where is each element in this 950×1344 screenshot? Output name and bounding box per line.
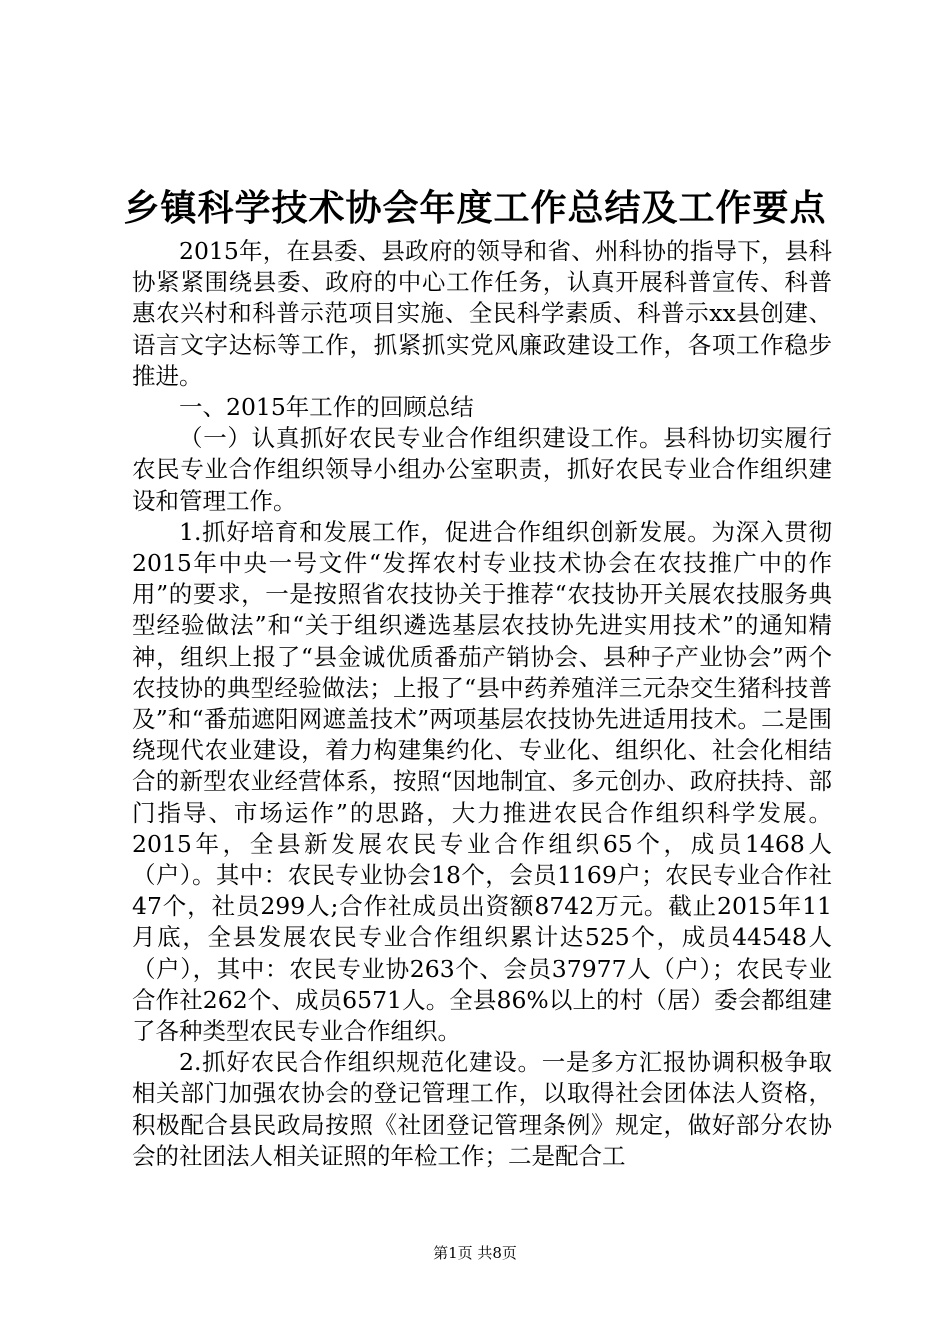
- paragraph-item-2: 2.抓好农民合作组织规范化建设。一是多方汇报协调积极争取相关部门加强农协会的登记管理工作，以取得社会团体法人资格，积极配合县民政局按照《社团登记管理条例》规定，做好部分农协会的社团法人相关证照的年检工作；二是配合工: [132, 1048, 832, 1170]
- paragraph-intro: 2015年，在县委、县政府的领导和省、州科协的指导下，县科协紧紧围绕县委、政府的中心工作任务，认真开展科普宣传、科普惠农兴村和科普示范项目实施、全民科学素质、科普示xx县创建、语言文字达标等工作，抓紧抓实党风廉政建设工作，各项工作稳步推进。: [132, 237, 832, 390]
- paragraph-item-1: 1.抓好培育和发展工作，促进合作组织创新发展。为深入贯彻2015年中央一号文件“发挥农村专业技术协会在农技推广中的作用”的要求，一是按照省农技协关于推荐“农技协开关展农技服务典型经验做法”和“关于组织遴选基层农技协先进实用技术”的通知精神，组织上报了“县金诚优质番茄产销协会、县种子产业协会”两个农技协的典型经验做法；上报了“县中药养殖洋三元杂交生猪科技普及”和“番茄遮阳网遮盖技术”两项基层农技协先进适用技术。二是围绕现代农业建设，着力构建集约化、专业化、组织化、社会化相结合的新型农业经营体系，按照“因地制宜、多元创办、政府扶持、部门指导、市场运作”的思路，大力推进农民合作组织科学发展。2015年，全县新发展农民专业合作组织65个，成员1468人（户）。其中：农民专业协会18个，会员1169户；农民专业合作社47个，社员299人;合作社成员出资额8742万元。截止2015年11月底，全县发展农民专业合作组织累计达525个，成员44548人（户），其中：农民专业协263个、会员37977人（户）；农民专业合作社262个、成员6571人。全县86%以上的村（居）委会都组建了各种类型农民专业合作组织。: [132, 517, 832, 1046]
- section-heading: 一、2015年工作的回顾总结: [179, 393, 474, 422]
- document-title: 乡镇科学技术协会年度工作总结及工作要点: [123, 187, 827, 229]
- page-footer: 第1页 共8页: [433, 1244, 517, 1262]
- paragraph-subsection-1: （一）认真抓好农民专业合作组织建设工作。县科协切实履行农民专业合作组织领导小组办公室职责，抓好农民专业合作组织建设和管理工作。: [132, 424, 832, 515]
- document-body: [132, 236, 832, 1172]
